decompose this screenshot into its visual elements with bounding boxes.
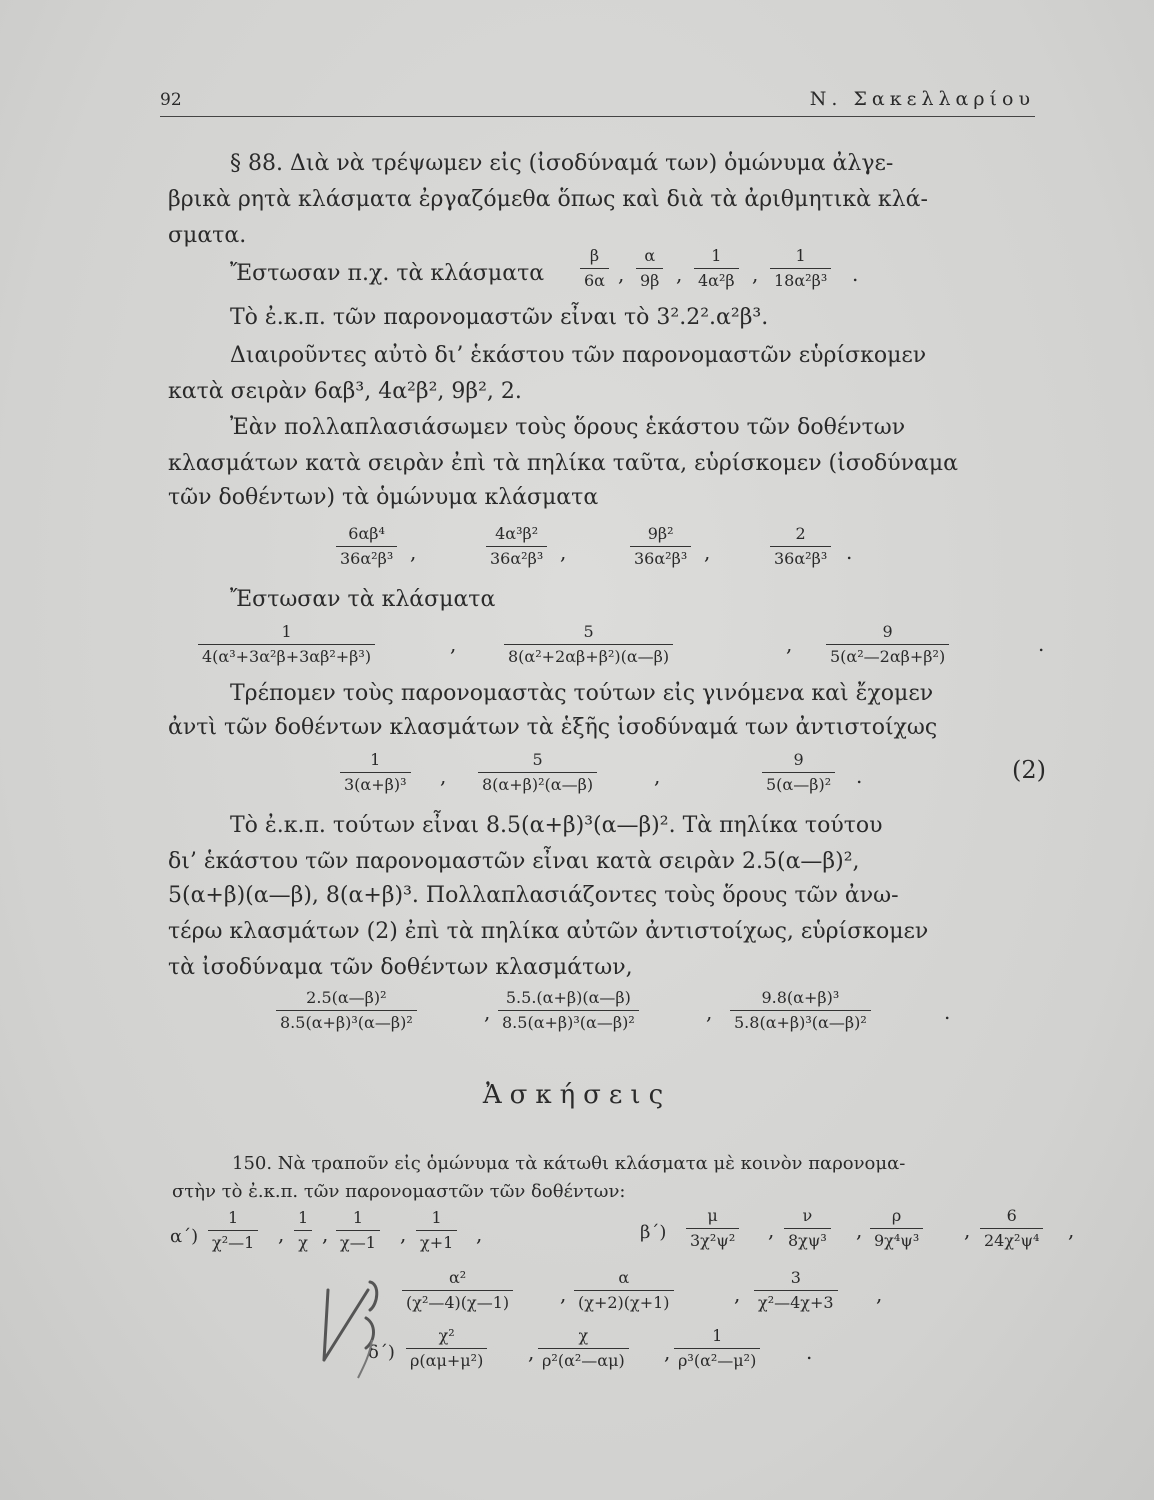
fraction: $\frac{1}{\text{18α²β³}}$ [770, 246, 831, 291]
text-line: βρικὰ ρητὰ κλάσματα ἐργαζόμεθα ὅπως καὶ διὰ τὰ ἀριθμητικὰ κλά- [168, 187, 928, 212]
fraction: $\frac{5}{\text{8(α²+2αβ+β²)(α—β)}}$ [504, 622, 673, 667]
text-line: § 88. Διὰ νὰ τρέψωμεν εἰς (ἰσοδύναμά των) ὁμώνυμα ἀλγε- [230, 151, 894, 176]
fraction: $\frac{9}{\text{5(α—β)²}}$ [762, 750, 835, 795]
text-line: Ἐὰν πολλαπλασιάσωμεν τοὺς ὅρους ἑκάστου τῶν δοθέντων [230, 415, 906, 440]
text-line: Ἔστωσαν π.χ. τὰ κλάσματα [230, 261, 545, 286]
fraction: $\frac{\nu}{\text{8χψ³}}$ [784, 1206, 831, 1251]
exercise-text: 150. Νὰ τραποῦν εἰς ὁμώνυμα τὰ κάτωθι κλάσματα μὲ κοινὸν παρονομα- [232, 1153, 906, 1174]
text-line: Ἔστωσαν τὰ κλάσματα [230, 587, 496, 612]
item-label: α΄) [170, 1226, 199, 1247]
text-line: Τρέπομεν τοὺς παρονομαστὰς τούτων εἰς γινόμενα καὶ ἔχομεν [230, 681, 934, 706]
author-name: Ν. Σακελλαρίου [809, 88, 1035, 110]
item-label: β΄) [640, 1222, 667, 1243]
fraction: $\frac{2}{\text{36α²β³}}$ [770, 524, 831, 569]
fraction: $\frac{\text{6αβ⁴}}{\text{36α²β³}}$ [336, 524, 397, 569]
exercise-text: στὴν τὸ ἐ.κ.π. τῶν παρονομαστῶν τῶν δοθέντων: [172, 1181, 626, 1202]
text-line: τὰ ἰσοδύναμα τῶν δοθέντων κλασμάτων, [168, 955, 633, 980]
fraction: $\frac{1}{\chi}$ [294, 1208, 312, 1253]
fraction: $\frac{\text{χ²}}{\text{ρ(αμ+μ²)}}$ [406, 1326, 487, 1371]
book-page: 92 Ν. Σακελλαρίου § 88. Διὰ νὰ τρέψωμεν εἰς (ἰσοδύναμά των) ὁμώνυμα ἀλγε- βρικὰ ρητὰ κλάσματα ἐργαζόμεθα ὅπως καὶ διὰ τὰ ἀριθμητικὰ κλά- σματα. Ἔστωσαν π.χ. τὰ κλάσματα $\frac{\beta}{6\alpha}$ , $\frac{\alpha}{9\beta}$ , $\frac{1}{\text{4α²β}}$ , $\frac{1}{\text{18α²β³}}$ . Τὸ ἐ.κ.π. τῶν παρονομαστῶν εἶναι τὸ 3².2².α²β³. Διαιροῦντες αὐτὸ δι’ ἑκάστου τῶν παρονομαστῶν εὑρίσκομεν κατὰ σειρὰν 6αβ³, 4α²β², 9β², 2. Ἐὰν πολλαπλασιάσωμεν τοὺς ὅρους ἑκάστου τῶν δοθέντων κλασμάτων κατὰ σειρὰν ἐπὶ τὰ πηλίκα ταῦτα, εὑρίσκομεν (ἰσοδύναμα τῶν δοθέντων) τὰ ὁμώνυμα κλάσματα $\frac{\text{6αβ⁴}}{\text{36α²β³}}$ , $\frac{\text{4α³β²}}{\text{36α²β³}}$ , $\frac{\text{9β²}}{\text{36α²β³}}$ , $\frac{2}{\text{36α²β³}}$ . Ἔστωσαν τὰ κλάσματα $\frac{1}{\text{4(α³+3α²β+3αβ²+β³)}}$ , $\frac{5}{\text{8(α²+2αβ+β²)(α—β)}}$ , $\frac{9}{\text{5(α²—2αβ+β²)}}$ . Τρέπομεν τοὺς παρονομαστὰς τούτων εἰς γινόμενα καὶ ἔχομεν ἀντὶ τῶν δοθέντων κλασμάτων τὰ ἑξῆς ἰσοδύναμά των ἀντιστοίχως $\frac{1}{\text{3(α+β)³}}$ , $\frac{5}{\text{8(α+β)²(α—β)}}$ , $\frac{9}{\text{5(α—β)²}}$ . (2) Τὸ ἐ.κ.π. τούτων εἶναι 8.5(α+β)³(α—β)². Τὰ πηλίκα τούτου δι’ ἑκάστου τῶν παρονομαστῶν εἶναι κατὰ σειρὰν 2.5(α—β)², 5(α+β)(α—β), 8(α+β)³. Πολλαπλασιάζοντες τοὺς ὅρους τῶν ἀνω- τέρω κλασμάτων (2) ἐπὶ τὰ πηλίκα αὐτῶν ἀντιστοίχως, εὑρίσκομεν τὰ ἰσοδύναμα τῶν δοθέντων κλασμάτων, $\frac{\text{2.5(α—β)²}}{\text{8.5(α+β)³(α—β)²}}$ , $\frac{5.5.(\alpha+\beta)(\alpha—\beta)}{\text{8.5(α+β)³(α—β)²}}$ , $\frac{\text{9.8(α+β)³}}{\text{5.8(α+β)³(α—β)²}}$ . Ἀσκήσεις 150. Νὰ τραποῦν εἰς ὁμώνυμα τὰ κάτωθι κλάσματα μὲ κοινὸν παρονομα- στὴν τὸ ἐ.κ.π. τῶν παρονομαστῶν τῶν δοθέντων: α΄) $\frac{1}{\text{χ²—1}}$ , $\frac{1}{\chi}$ , $\frac{1}{\chi—1}$ , $\frac{1}{\chi+1}$ , β΄) $\frac{\mu}{\text{3χ²ψ²}}$ , $\frac{\nu}{\text{8χψ³}}$ , $\frac{\rho}{\text{9χ⁴ψ³}}$ , $\frac{6}{\text{24χ²ψ⁴}}$ , $\frac{\text{α²}}{\text{(χ²—4)(χ—1)}}$ , $\frac{\alpha}{(\chi+2)(\chi+1)}$ , $\frac{3}{\text{χ²—4χ+3}}$ , δ΄) $\frac{\text{χ²}}{\text{ρ(αμ+μ²)}}$ , $\frac{\chi}{\text{ρ²(α²—αμ)}}$ , $\frac{1}{\text{ρ³(α²—μ²)}}$ . [0, 0, 1154, 1500]
section-title: Ἀσκήσεις [482, 1080, 672, 1110]
text-line: 5(α+β)(α—β), 8(α+β)³. Πολλαπλασιάζοντες τοὺς ὅρους τῶν ἀνω- [168, 883, 899, 908]
fraction: $\frac{\text{α²}}{\text{(χ²—4)(χ—1)}}$ [402, 1268, 513, 1313]
fraction: $\frac{6}{\text{24χ²ψ⁴}}$ [980, 1206, 1043, 1251]
fraction: $\frac{1}{\text{4(α³+3α²β+3αβ²+β³)}}$ [198, 622, 375, 667]
fraction: $\frac{\chi}{\text{ρ²(α²—αμ)}}$ [538, 1326, 629, 1371]
fraction: $\frac{\rho}{\text{9χ⁴ψ³}}$ [870, 1206, 923, 1251]
running-header [160, 86, 1035, 117]
fraction: $\frac{\beta}{6\alpha}$ [580, 246, 609, 291]
fraction: $\frac{1}{\text{ρ³(α²—μ²)}}$ [674, 1326, 760, 1371]
fraction: $\frac{\mu}{\text{3χ²ψ²}}$ [686, 1206, 739, 1251]
equation-label: (2) [1012, 756, 1046, 784]
fraction: $\frac{1}{\text{χ²—1}}$ [208, 1208, 258, 1253]
fraction: $\frac{1}{\text{4α²β}}$ [694, 246, 739, 291]
text-line: κλασμάτων κατὰ σειρὰν ἐπὶ τὰ πηλίκα ταῦτα, εὑρίσκομεν (ἰσοδύναμα [168, 451, 959, 476]
fraction: $\frac{3}{\text{χ²—4χ+3}}$ [754, 1268, 838, 1313]
text-line: ἀντὶ τῶν δοθέντων κλασμάτων τὰ ἑξῆς ἰσοδύναμά των ἀντιστοίχως [168, 715, 938, 740]
fraction: $\frac{5.5.(\alpha+\beta)(\alpha—\beta)}{\text{8.5(α+β)³(α—β)²}}$ [498, 988, 639, 1033]
fraction: $\frac{5}{\text{8(α+β)²(α—β)}}$ [478, 750, 597, 795]
fraction: $\frac{\text{9.8(α+β)³}}{\text{5.8(α+β)³(α—β)²}}$ [730, 988, 871, 1033]
text-line: Τὸ ἐ.κ.π. τούτων εἶναι 8.5(α+β)³(α—β)². Τὰ πηλίκα τούτου [230, 813, 883, 838]
fraction: $\frac{1}{\chi—1}$ [336, 1208, 380, 1253]
fraction: $\frac{9}{\text{5(α²—2αβ+β²)}}$ [826, 622, 949, 667]
fraction: $\frac{1}{\chi+1}$ [416, 1208, 457, 1253]
handwritten-check-mark [318, 1270, 408, 1400]
text-line: τῶν δοθέντων) τὰ ὁμώνυμα κλάσματα [168, 485, 599, 510]
fraction: $\frac{1}{\text{3(α+β)³}}$ [340, 750, 411, 795]
text-line: Διαιροῦντες αὐτὸ δι’ ἑκάστου τῶν παρονομαστῶν εὑρίσκομεν [230, 343, 927, 368]
text-line: τέρω κλασμάτων (2) ἐπὶ τὰ πηλίκα αὐτῶν ἀντιστοίχως, εὑρίσκομεν [168, 919, 929, 944]
fraction: $\frac{\text{9β²}}{\text{36α²β³}}$ [630, 524, 691, 569]
fraction: $\frac{\alpha}{9\beta}$ [636, 246, 663, 291]
fraction: $\frac{\text{4α³β²}}{\text{36α²β³}}$ [486, 524, 547, 569]
text-line: σματα. [168, 223, 247, 248]
page-number: 92 [160, 90, 182, 110]
fraction: $\frac{\alpha}{(\chi+2)(\chi+1)}$ [574, 1268, 674, 1313]
text-line: Τὸ ἐ.κ.π. τῶν παρονομαστῶν εἶναι τὸ 3².2².α²β³. [230, 305, 769, 330]
fraction: $\frac{\text{2.5(α—β)²}}{\text{8.5(α+β)³(α—β)²}}$ [276, 988, 417, 1033]
item-label: δ΄) [368, 1342, 395, 1363]
text-line: δι’ ἑκάστου τῶν παρονομαστῶν εἶναι κατὰ σειρὰν 2.5(α—β)², [168, 849, 860, 874]
text-line: κατὰ σειρὰν 6αβ³, 4α²β², 9β², 2. [168, 379, 522, 404]
